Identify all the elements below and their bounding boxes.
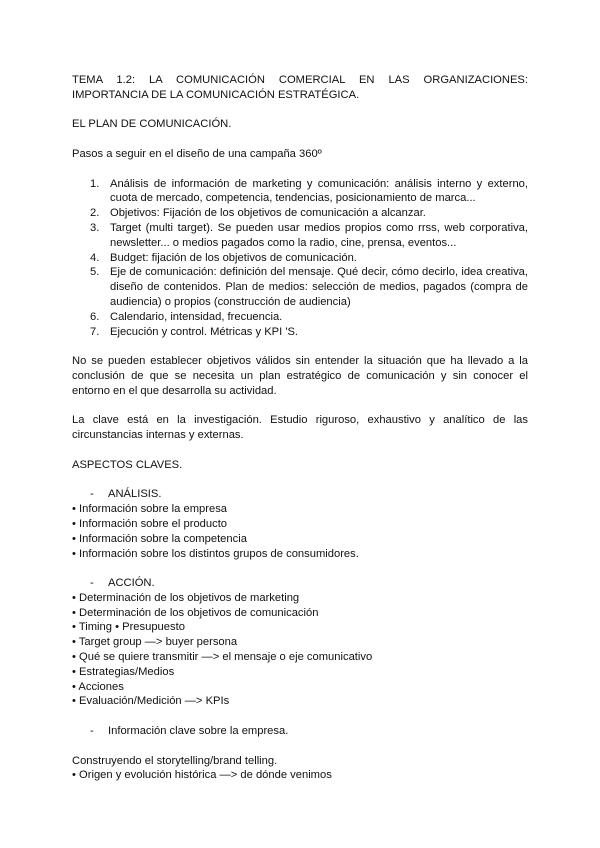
list-item: • Información sobre el producto <box>72 517 228 530</box>
list-item: • Información sobre la empresa <box>72 503 228 516</box>
document-body <box>72 73 528 783</box>
list-item: • Información sobre la competencia <box>72 532 247 545</box>
list-item: • Timing • Presupuesto <box>72 621 185 634</box>
list-item: • Estrategias/Medios <box>72 665 175 678</box>
paragraph-objectives: No se pueden establecer objetivos válidos sin entender la situación que ha llevado a la conclusión de que se necesita un plan estratégico de comunicación y sin conocer el entorno en el que desarrolla su actividad. <box>72 355 528 397</box>
section-heading-plan: EL PLAN DE COMUNICACIÓN. <box>72 118 232 131</box>
list-item: • Acciones <box>72 680 124 693</box>
analysis-heading: - ANÁLISIS. <box>90 488 162 501</box>
step-item: 5. Eje de comunicación: definición del mensaje. Qué decir, cómo decirlo, idea creativa, diseño de contenidos. Plan de medios: selección de medios, pagados (compra de audiencia) o propios (construcción de audiencia) <box>90 266 528 308</box>
step-item: 6. Calendario, intensidad, frecuencia. <box>90 310 283 323</box>
steps-intro: Pasos a seguir en el diseño de una campaña 360º <box>72 147 322 160</box>
storytelling-intro: Construyendo el storytelling/brand telling. <box>72 754 278 767</box>
step-item: 7. Ejecución y control. Métricas y KPI 'S. <box>90 325 299 338</box>
analysis-list <box>72 502 528 561</box>
step-item: 3. Target (multi target). Se pueden usar medios propios como rrss, web corporativa, newsletter... o medios pagados como la radio, cine, prensa, eventos... <box>90 221 528 249</box>
dash-marker: - <box>90 725 94 738</box>
list-item: • Target group —> buyer persona <box>72 636 238 649</box>
title-line-1: TEMA 1.2: LA COMUNICACIÓN COMERCIAL EN LAS ORGANIZACIONES: <box>72 74 528 86</box>
action-heading: - ACCIÓN. <box>90 577 155 590</box>
dash-marker: - <box>90 488 94 501</box>
list-item: • Determinación de los objetivos de comunicación <box>72 606 319 619</box>
step-item: 1. Análisis de información de marketing y comunicación: análisis interno y externo, cuota de mercado, competencia, tendencias, posicionamiento de marca... <box>90 177 528 205</box>
list-item: • Información sobre los distintos grupos de consumidores. <box>72 547 359 560</box>
storytelling-list <box>72 768 528 783</box>
paragraph-key: La clave está en la investigación. Estudio riguroso, exhaustivo y analítico de las circunstancias internas y externas. <box>72 414 528 442</box>
action-list <box>72 591 528 709</box>
step-item: 2. Objetivos: Fijación de los objetivos de comunicación a alcanzar. <box>90 207 426 220</box>
dash-marker: - <box>90 577 94 590</box>
step-item: 4. Budget: fijación de los objetivos de comunicación. <box>90 251 357 264</box>
company-info-heading: - Información clave sobre la empresa. <box>90 725 289 738</box>
list-item: • Origen y evolución histórica —> de dónde venimos <box>72 769 332 782</box>
section-heading-aspects: ASPECTOS CLAVES. <box>72 458 183 471</box>
list-item: • Qué se quiere transmitir —> el mensaje o eje comunicativo <box>72 651 373 664</box>
list-item: • Evaluación/Medición —> KPIs <box>72 695 230 708</box>
steps-list <box>72 177 528 340</box>
title-line-2: IMPORTANCIA DE LA COMUNICACIÓN ESTRATÉGICA. <box>72 88 360 101</box>
list-item: • Determinación de los objetivos de marketing <box>72 591 300 604</box>
